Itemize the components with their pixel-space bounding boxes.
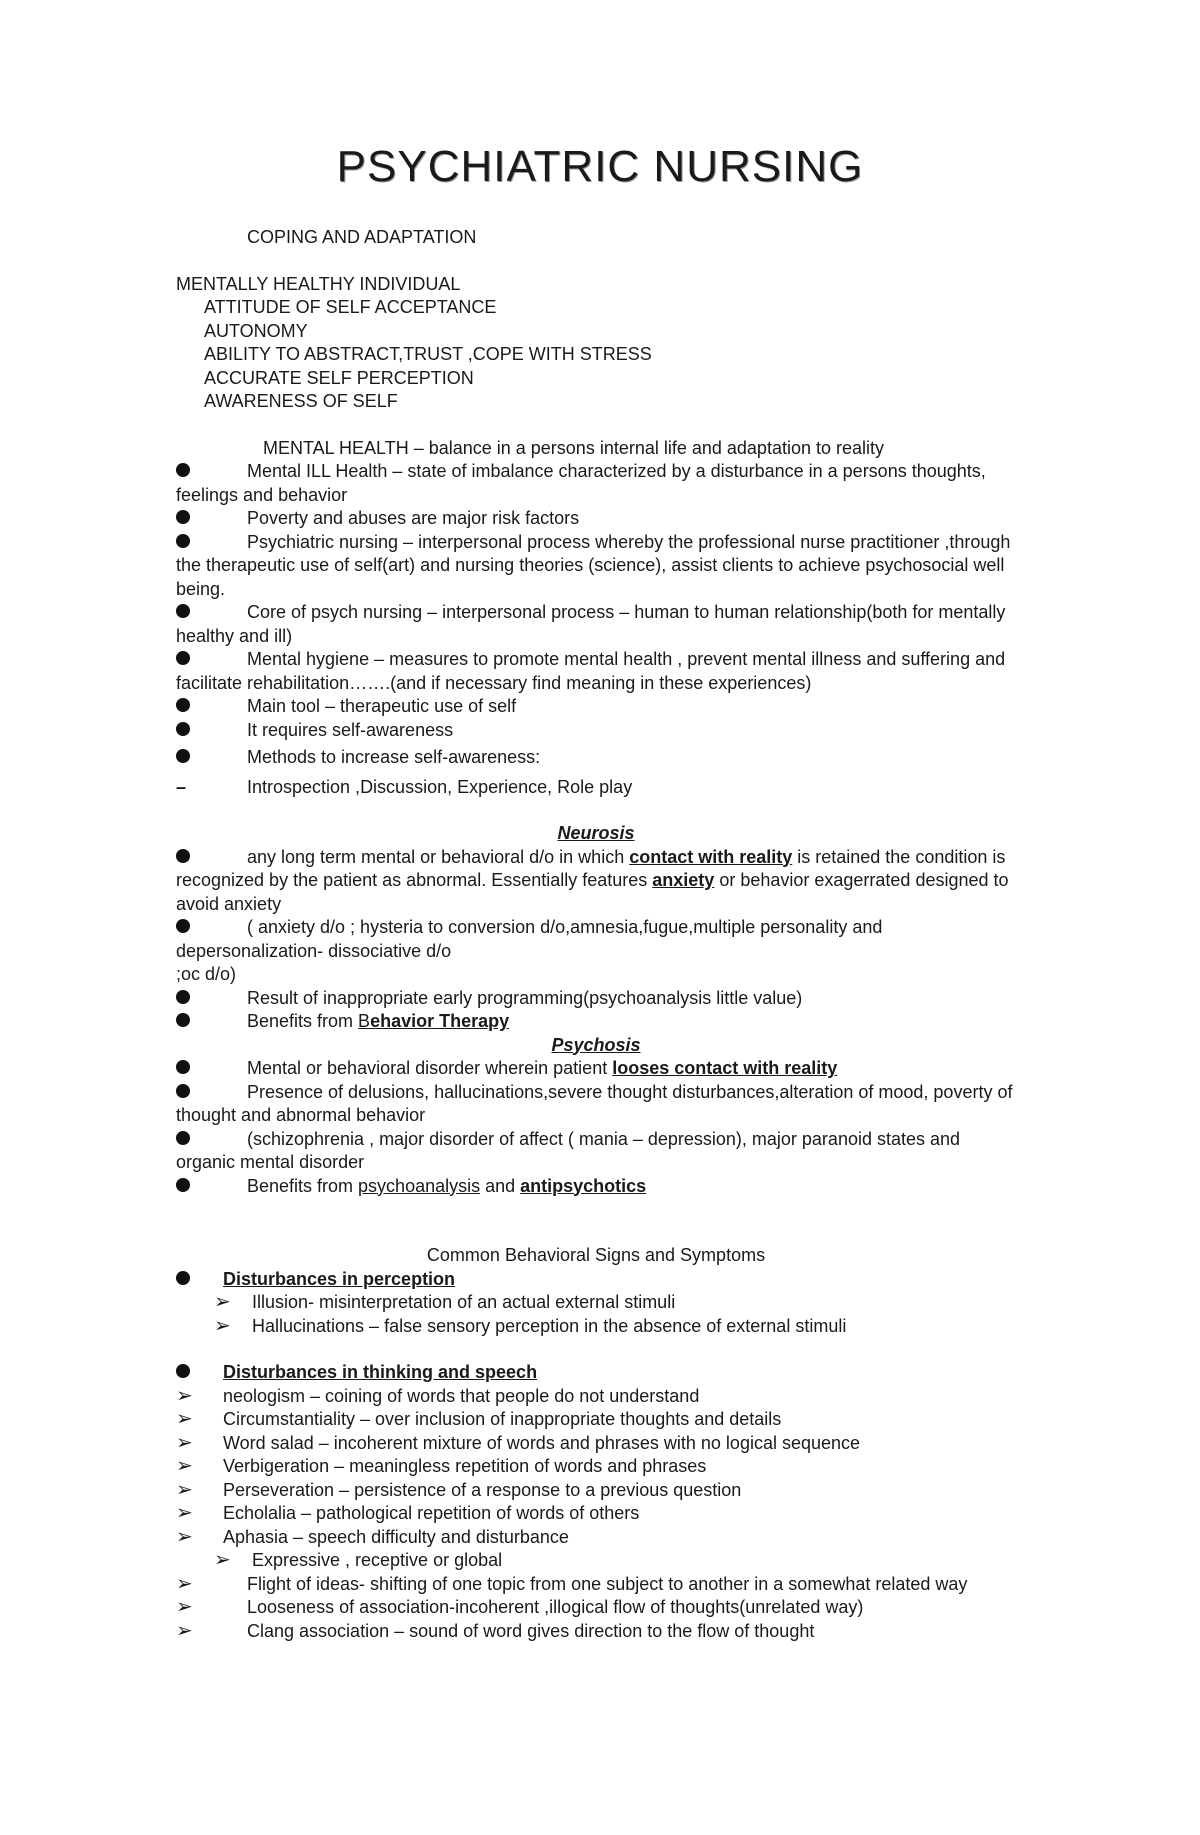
list-item: It requires self-awareness — [176, 719, 1016, 743]
list-item: ➢ Looseness of association-incoherent ,illogical flow of thoughts(unrelated way) — [176, 1596, 864, 1618]
dash-icon: – — [176, 776, 187, 797]
list-item: ➢ Perseveration – persistence of a response to a previous question — [176, 1478, 742, 1501]
healthy-item: ACCURATE SELF PERCEPTION — [204, 367, 474, 388]
bullet-icon — [176, 849, 190, 863]
bullet-icon — [176, 698, 190, 712]
mental-health-definition: MENTAL HEALTH – balance in a persons internal life and adaptation to reality — [263, 437, 884, 458]
bullet-icon — [176, 534, 190, 548]
list-item: Core of psych nursing – interpersonal process – human to human relationship(both for mentally healthy and ill) — [176, 602, 1006, 646]
list-item: ➢ Aphasia – speech difficulty and disturbance — [176, 1525, 569, 1548]
list-item: Methods to increase self-awareness: — [176, 746, 1016, 770]
psychosis-heading: Psychosis — [551, 1034, 641, 1055]
arrow-bullet-icon: ➢ — [176, 1502, 193, 1524]
arrow-bullet-icon: ➢ — [176, 1619, 193, 1642]
list-item: any long term mental or behavioral d/o in which contact with reality is retained the condition is recognized by the patient as abnormal. Essentially features anxiety or behavior exagerrated designed to avoid anxiety — [176, 846, 1009, 914]
list-item: ➢ Clang association – sound of word gives direction to the flow of thought — [176, 1619, 815, 1642]
bullet-icon — [176, 604, 190, 618]
perception-heading: Disturbances in perception — [176, 1268, 1016, 1292]
arrow-bullet-icon: ➢ — [176, 1455, 193, 1477]
arrow-bullet-icon: ➢ — [214, 1291, 231, 1313]
healthy-item: AWARENESS OF SELF — [204, 391, 398, 411]
thinking-heading: Disturbances in thinking and speech — [176, 1361, 1016, 1385]
arrow-bullet-icon: ➢ — [176, 1431, 193, 1454]
arrow-bullet-icon: ➢ — [176, 1408, 193, 1430]
arrow-bullet-icon: ➢ — [176, 1384, 193, 1407]
dash-item: – Introspection ,Discussion, Experience, Role play — [176, 776, 1016, 800]
arrow-bullet-icon: ➢ — [214, 1549, 231, 1571]
list-item: Main tool – therapeutic use of self — [176, 695, 1016, 719]
bullet-icon — [176, 1084, 190, 1098]
arrow-bullet-icon: ➢ — [214, 1314, 231, 1337]
list-item: ➢ neologism – coining of words that people do not understand — [176, 1384, 700, 1407]
bullet-icon — [176, 1013, 190, 1027]
bullet-icon — [176, 990, 190, 1004]
list-item: ➢ Hallucinations – false sensory perception in the absence of external stimuli — [214, 1314, 847, 1337]
bullet-icon — [176, 1364, 190, 1378]
document-body — [176, 226, 1016, 1643]
list-item: ( anxiety d/o ; hysteria to conversion d/o,amnesia,fugue,multiple personality and depersonalization- dissociative d/o — [176, 917, 883, 961]
bullet-icon — [176, 1131, 190, 1145]
list-item: Mental hygiene – measures to promote mental health , prevent mental illness and suffering and facilitate rehabilitation…….(and if necessary find meaning in these experiences) — [176, 649, 1006, 693]
list-item: Result of inappropriate early programming(psychoanalysis little value) — [176, 987, 1016, 1011]
list-item: Psychiatric nursing – interpersonal process whereby the professional nurse practitioner ,through the therapeutic use of self(art) and nursing theories (science), assist clients to achieve psychosocial well being. — [176, 531, 1011, 599]
subtitle: COPING AND ADAPTATION — [247, 227, 477, 247]
healthy-item: ATTITUDE OF SELF ACCEPTANCE — [204, 297, 497, 317]
bullet-icon — [176, 919, 190, 933]
list-item: ➢ Verbigeration – meaningless repetition of words and phrases — [176, 1455, 707, 1477]
bullet-icon — [176, 722, 190, 736]
bullet-icon — [176, 463, 190, 477]
list-item: (schizophrenia , major disorder of affect ( mania – depression), major paranoid states and organic mental disorder — [176, 1128, 961, 1172]
list-item: Mental or behavioral disorder wherein patient looses contact with reality — [176, 1057, 1016, 1081]
list-item: Poverty and abuses are major risk factors — [176, 507, 1016, 531]
common-signs-heading: Common Behavioral Signs and Symptoms — [426, 1245, 766, 1265]
healthy-item: AUTONOMY — [204, 320, 308, 341]
list-item: ➢ Flight of ideas- shifting of one topic from one subject to another in a somewhat related way — [176, 1572, 968, 1595]
bullet-icon — [176, 1271, 190, 1285]
bullet-icon — [176, 651, 190, 665]
arrow-bullet-icon: ➢ — [176, 1478, 193, 1501]
list-item: ➢ Illusion- misinterpretation of an actual external stimuli — [214, 1291, 676, 1313]
neurosis-heading: Neurosis — [557, 823, 635, 843]
bullet-icon — [176, 1178, 190, 1192]
list-item: ➢ Expressive , receptive or global — [214, 1549, 503, 1571]
healthy-heading: MENTALLY HEALTHY INDIVIDUAL — [176, 273, 461, 294]
list-item: ➢ Circumstantiality – over inclusion of inappropriate thoughts and details — [176, 1408, 782, 1430]
list-item: Mental ILL Health – state of imbalance characterized by a disturbance in a persons thoughts, feelings and behavior — [176, 461, 986, 505]
list-item: ➢ Word salad – incoherent mixture of words and phrases with no logical sequence — [176, 1431, 861, 1454]
list-item: Presence of delusions, hallucinations,severe thought disturbances,alteration of mood, poverty of thought and abnormal behavior — [176, 1081, 1013, 1125]
arrow-bullet-icon: ➢ — [176, 1525, 193, 1548]
bullet-icon — [176, 1060, 190, 1074]
list-item: Benefits from psychoanalysis and antipsychotics — [176, 1175, 1016, 1199]
bullet-icon — [176, 510, 190, 524]
arrow-bullet-icon: ➢ — [176, 1596, 193, 1618]
arrow-bullet-icon: ➢ — [176, 1572, 193, 1595]
list-item-continuation: ;oc d/o) — [176, 964, 237, 984]
bullet-icon — [176, 749, 190, 763]
page-title: PSYCHIATRIC NURSING — [336, 142, 864, 191]
healthy-item: ABILITY TO ABSTRACT,TRUST ,COPE WITH STRESS — [204, 344, 652, 364]
list-item: ➢ Echolalia – pathological repetition of words of others — [176, 1502, 640, 1524]
list-item: Benefits from Behavior Therapy — [176, 1010, 1016, 1034]
